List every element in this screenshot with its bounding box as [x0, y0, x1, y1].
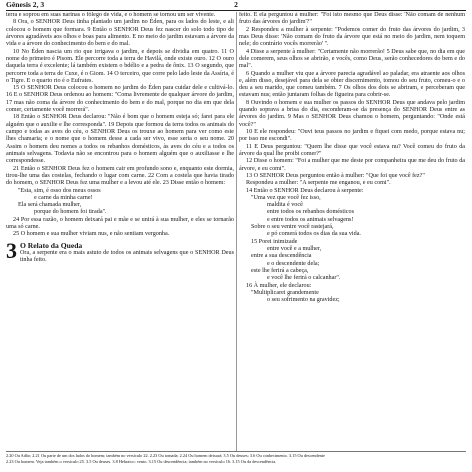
paragraph: 10 E ele respondeu: "Ouvi teus passos no jardim e fiquei com medo, porque estava nu; por isso me escondi". [239, 129, 465, 143]
poem-line: o seu sofrimento na gravidez; [267, 297, 340, 304]
poem-line: "Uma vez que você fez isso, [251, 194, 321, 201]
chapter-number: 3 [6, 237, 17, 263]
paragraph: 24 Por essa razão, o homem deixará pai e mãe e se unirá à sua mulher, e eles se tornarão uma só carne. [6, 216, 234, 231]
poem-line: porque do homem foi tirada". [34, 209, 107, 216]
poem-line: Sobre o seu ventre você rastejará, [251, 224, 334, 231]
poem-line: este lhe ferirá a cabeça, [251, 267, 309, 274]
page-header [6, 0, 466, 10]
paragraph: 15 O SENHOR Deus colocou o homem no jardim do Éden para cuidar dele e cultivá-lo. 16 E o SENHOR Deus ordenou ao homem: "Coma livremente de qualquer árvore do jardim, 17 mas não coma da árvore do conhecimento do bem e do mal, porque no dia em que dela comer, certamente você morrerá". [6, 85, 234, 114]
paragraph: 14 Então o SENHOR Deus declarou à serpente: [246, 187, 364, 194]
column-divider [236, 12, 237, 452]
footnote-line: 2.23 Ou homem. Veja também o versículo 25. 3.5 Ou deuses. 3.8 Hebraico: vento. 3.15 Ou descendência; também no versículo 16. 3.15 Ou da descendência. [6, 458, 277, 464]
poem-line: entre a sua descendência [251, 253, 312, 260]
paragraph: 21 Então o SENHOR Deus fez o homem cair em profundo sono e, enquanto este dormia, tirou-lhe uma das costelas, fechando o lugar com carne. 22 Com a costela que havia tirado do homem, o SENHOR Deus fez uma mulher e a levou até ele. 23 Disse então o homem: [6, 165, 234, 187]
book-chapter-reference: Gênesis 2, 3 [6, 0, 45, 9]
page-number: 2 [234, 0, 238, 9]
right-column [239, 12, 465, 452]
left-column [6, 12, 234, 452]
section-heading: O Relato da Queda [20, 240, 83, 250]
footnote-line: 2.20 Ou Adão; 2.21 Ou parte de um dos lados do homem; também no versículo 22. 2.23 Ou tomada; 2.24 Ou homem deixará; 3.5 Ou deuses; 3.6 Ou conhecimento. 3.15 Ou descendente [6, 453, 325, 458]
paragraph: 25 O homem e sua mulher viviam nus, e não sentiam vergonha. [13, 231, 170, 238]
chapter-start [6, 237, 234, 265]
paragraph: terra e soprou em suas narinas o fôlego de vida, e o homem se tornou um ser vivente. [6, 12, 216, 18]
poem-line: "Esta, sim, é osso dos meus ossos [18, 187, 101, 194]
paragraph: 16 À mulher, ele declarou: [246, 282, 312, 289]
poem-line: e entre todos os animais selvagens! [267, 216, 354, 223]
paragraph: 8 Ora, o SENHOR Deus tinha plantado um jardim no Éden, para os lados do leste, e ali colocou o homem que formara. 9 Então o SENHOR Deus fez nascer do solo todo tipo de árvores agradáveis aos olhos e boas para alimento. E no meio do jardim estavam a árvore da vida e a árvore do conhecimento do bem e do mal. [6, 19, 234, 48]
paragraph: 10 No Éden nascia um rio que irrigava o jardim, e depois se dividia em quatro. 11 O nome do primeiro é Pisom. Ele percorre toda a terra de Havilá, onde existe ouro. 12 O ouro daquela terra é excelente; lá também existem o bdélio e a pedra de ônix. 13 O segundo, que percorre toda a terra de Cuxe, é o Giom. 14 O terceiro, que corre pelo lado leste da Assíria, é o Tigre. E o quarto rio é o Eufrates. [6, 48, 234, 84]
paragraph: feito. E ela perguntou à mulher: "Foi isto mesmo que Deus disse: 'Não comam de nenhum fruto das árvores do jardim'?" [239, 12, 465, 26]
footnotes [6, 451, 466, 471]
poem-line: entre você e a mulher, [267, 246, 322, 252]
paragraph: 12 Disse o homem: "Foi a mulher que me deste por companheira que me deu do fruto da árvore, e eu comi". [239, 158, 465, 172]
paragraph: 2 Respondeu a mulher à serpente: "Podemos comer do fruto das árvores do jardim, 3 mas Deus disse: 'Não comam do fruto da árvore que está no meio do jardim, nem toquem nele; do contrário vocês morrerão' ". [239, 26, 465, 48]
poem-line: Ela será chamada mulher, [18, 202, 82, 209]
paragraph: 4 Disse a serpente à mulher: "Certamente não morrerão! 5 Deus sabe que, no dia em que dele comerem, seus olhos se abrirão, e vocês, como Deus, serão conhecedores do bem e do mal". [239, 48, 465, 70]
poem-line: e você lhe ferirá o calcanhar". [267, 275, 341, 282]
poem-line: 15 Porei inimizade [251, 238, 298, 245]
poem-line: e pó comerá todos os dias da sua vida. [267, 231, 361, 238]
paragraph: 13 O SENHOR Deus perguntou então à mulher: "Que foi que você fez?" [246, 172, 425, 179]
paragraph: 11 E Deus perguntou: "Quem lhe disse que você estava nu? Você comeu do fruto da árvore da qual lhe proibi comer?" [239, 143, 465, 157]
poem-line: "Multiplicarei grandemente [251, 289, 319, 296]
paragraph: Ora, a serpente era o mais astuto de todos os animais selvagens que o SENHOR Deus tinha feito. [20, 249, 234, 263]
header-rule [6, 10, 466, 11]
poem-line: e carne da minha carne! [34, 194, 93, 201]
paragraph: 18 Então o SENHOR Deus declarou: "Não é bom que o homem esteja só; farei para ele alguém que o auxilie e lhe corresponda". 19 Depois que formou da terra todos os animais do campo e todas as aves do céu, o SENHOR Deus os trouxe ao homem para ver como este lhes chamaria; e o nome que o homem desse a cada ser vivo, esse seria o seu nome. 20 Assim o homem deu nomes a todos os rebanhos domésticos, às aves do céu e a todos os animais selvagens. Todavia não se encontrou para o homem alguém que o auxiliasse e lhe correspondesse. [6, 114, 234, 165]
poem-line: maldita é você [267, 202, 303, 209]
paragraph: 6 Quando a mulher viu que a árvore parecia agradável ao paladar, era atraente aos olhos e, além disso, desejável para dela se obter discernimento, tomou do seu fruto, comeu-o e o deu a seu marido, que comeu também. 7 Os olhos dos dois se abriram, e perceberam que estavam nus; então juntaram folhas de figueira para cobrir-se. [239, 70, 465, 99]
poem-line: e o descendente dela; [267, 260, 320, 267]
paragraph: 8 Ouvindo o homem e sua mulher os passos do SENHOR Deus que andava pelo jardim quando soprava a brisa do dia, esconderam-se da presença do SENHOR Deus entre as árvores do jardim. 9 Mas o SENHOR Deus chamou o homem, perguntando: "Onde está você?" [239, 99, 465, 128]
poem-line: entre todos os rebanhos domésticos [267, 209, 354, 216]
paragraph: Respondeu a mulher: "A serpente me enganou, e eu comi". [246, 180, 391, 187]
